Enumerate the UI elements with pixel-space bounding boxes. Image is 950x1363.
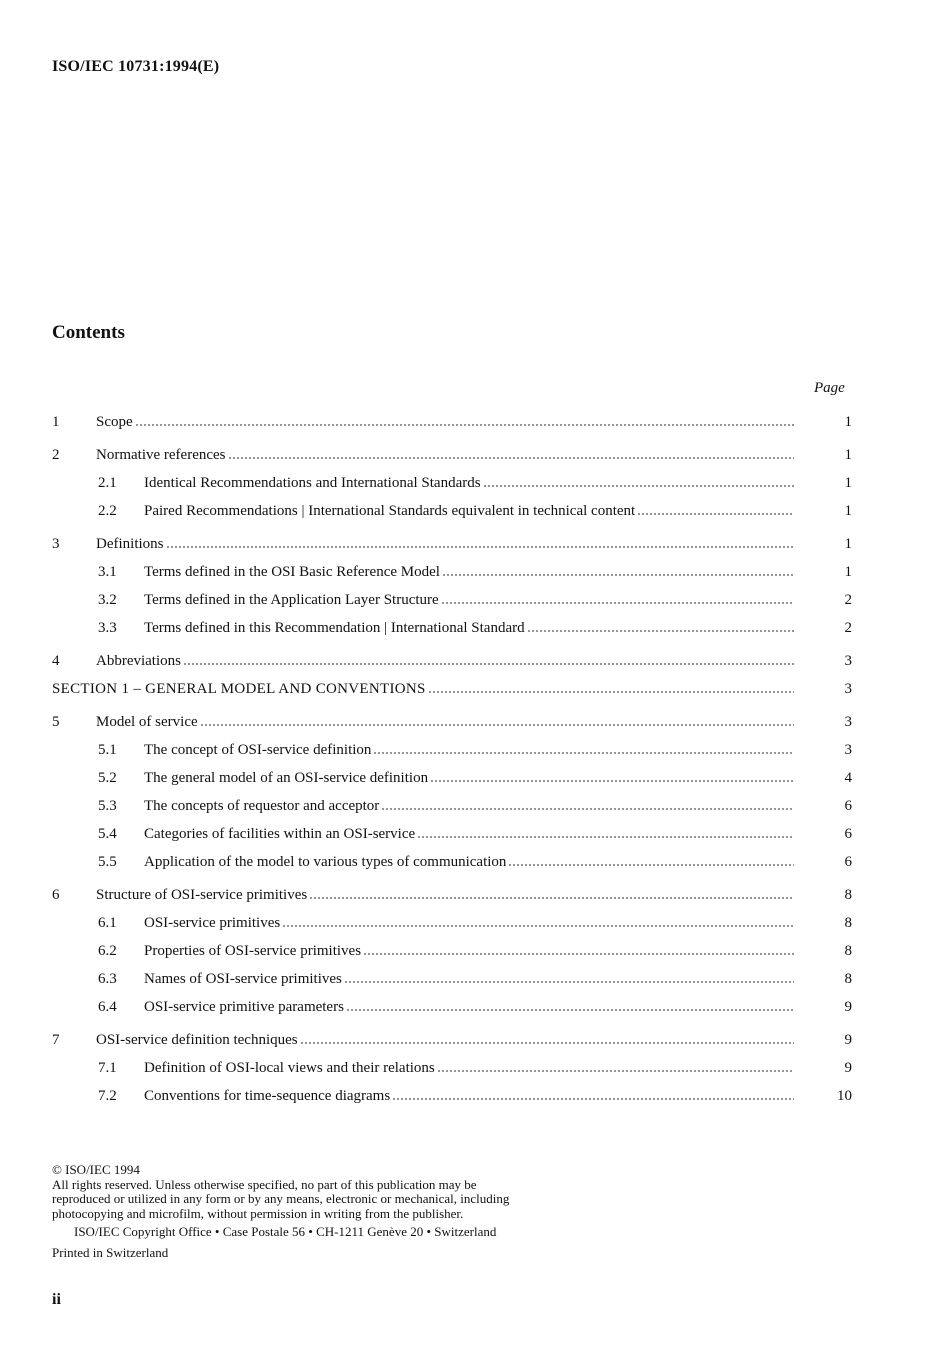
toc-entry-number: 1 — [52, 414, 60, 430]
dot-leader — [437, 1070, 794, 1072]
toc-entry-title — [144, 764, 794, 792]
toc-entry-page: 8 — [844, 971, 852, 987]
toc-entry-title — [96, 408, 794, 436]
toc-section-heading[interactable] — [52, 675, 852, 703]
toc-entry[interactable] — [52, 736, 852, 764]
page-number: ii — [52, 1291, 61, 1308]
page-column-label: Page — [814, 380, 845, 396]
toc-entry-number: 6.1 — [98, 915, 117, 931]
toc-entry-page: 6 — [844, 798, 852, 814]
toc-entry[interactable] — [52, 965, 852, 993]
toc-entry-number: 4 — [52, 653, 60, 669]
toc-entry-page: 4 — [844, 770, 852, 786]
dot-leader — [135, 424, 794, 426]
toc-entry[interactable] — [52, 909, 852, 937]
dot-leader — [483, 485, 794, 487]
toc-entry-title — [96, 647, 794, 675]
printed-in: Printed in Switzerland — [52, 1244, 169, 1260]
toc-entry-title — [96, 441, 794, 469]
toc-entry-title — [144, 1054, 794, 1082]
toc-entry[interactable] — [52, 848, 852, 876]
toc-entry-title — [144, 993, 794, 1021]
toc-entry-number: 7.1 — [98, 1060, 117, 1076]
toc-entry-label: Application of the model to various types of communication — [144, 854, 507, 870]
toc-entry-page: 9 — [844, 999, 852, 1015]
toc-entry-title — [96, 708, 794, 736]
toc-entry[interactable] — [52, 937, 852, 965]
toc-entry-page: 9 — [844, 1060, 852, 1076]
toc-entry-page: 1 — [844, 475, 852, 491]
toc-entry-title — [144, 469, 794, 497]
toc-entry-page: 3 — [844, 714, 852, 730]
toc-entry-number: 2 — [52, 447, 60, 463]
toc-entry-label: OSI-service primitive parameters — [144, 999, 344, 1015]
toc-entry-label: OSI-service primitives — [144, 915, 281, 931]
dot-leader — [392, 1098, 794, 1100]
copyright-line: © ISO/IEC 1994 — [52, 1162, 140, 1177]
toc-entry-title — [144, 965, 794, 993]
toc-entry-label: The general model of an OSI-service definition — [144, 770, 429, 786]
toc-entry-number: 2.1 — [98, 475, 117, 491]
toc-entry-page: 3 — [844, 681, 852, 697]
dot-leader — [417, 836, 794, 838]
toc-entry-page: 8 — [844, 887, 852, 903]
toc-entry[interactable] — [52, 530, 852, 558]
toc-entry-label: Scope — [96, 414, 133, 430]
toc-entry-page: 1 — [844, 447, 852, 463]
toc-entry[interactable] — [52, 647, 852, 675]
toc-entry-number: 5.4 — [98, 826, 117, 842]
toc-entry[interactable] — [52, 708, 852, 736]
dot-leader — [373, 752, 794, 754]
toc-entry[interactable] — [52, 586, 852, 614]
toc-entry[interactable] — [52, 993, 852, 1021]
toc-entry-label: Terms defined in the OSI Basic Reference Model — [144, 564, 440, 580]
toc-entry[interactable] — [52, 1026, 852, 1054]
toc-entry-label: Structure of OSI-service primitives — [96, 887, 308, 903]
dot-leader — [428, 691, 794, 693]
contents-title: Contents — [52, 322, 125, 343]
toc-entry-label: Categories of facilities within an OSI-service — [144, 826, 416, 842]
toc-entry-number: 5 — [52, 714, 60, 730]
dot-leader — [344, 981, 794, 983]
toc-entry-label: Properties of OSI-service primitives — [144, 943, 362, 959]
toc-entry-number: 6 — [52, 887, 60, 903]
dot-leader — [300, 1042, 794, 1044]
toc-entry-page: 2 — [844, 592, 852, 608]
dot-leader — [527, 630, 794, 632]
toc-entry-title — [52, 675, 794, 703]
toc-entry-label: Normative references — [96, 447, 226, 463]
copyright-office-address: ISO/IEC Copyright Office • Case Postale 56 • CH-1211 Genève 20 • Switzerland — [74, 1224, 497, 1239]
toc-entry-number: 3.1 — [98, 564, 117, 580]
toc-entry-title — [144, 586, 794, 614]
toc-entry-page: 6 — [844, 826, 852, 842]
toc-entry-number: 6.3 — [98, 971, 117, 987]
dot-leader — [637, 513, 794, 515]
toc-entry[interactable] — [52, 792, 852, 820]
toc-entry-number: 3.2 — [98, 592, 117, 608]
toc-entry-title — [144, 909, 794, 937]
toc-entry-title — [144, 937, 794, 965]
toc-entry-number: 6.2 — [98, 943, 117, 959]
toc-entry-title — [144, 820, 794, 848]
toc-entry-page: 1 — [844, 414, 852, 430]
toc-entry[interactable] — [52, 558, 852, 586]
toc-entry-label: Model of service — [96, 714, 198, 730]
toc-entry-number: 5.2 — [98, 770, 117, 786]
toc-entry-label: Conventions for time-sequence diagrams — [144, 1088, 391, 1104]
dot-leader — [381, 808, 794, 810]
toc-entry-title — [144, 792, 794, 820]
toc-entry-page: 8 — [844, 915, 852, 931]
toc-entry-label: Identical Recommendations and International Standards — [144, 475, 481, 491]
rights-line-1: All rights reserved. Unless otherwise specified, no part of this publication may be — [52, 1176, 477, 1192]
document-id: ISO/IEC 10731:1994(E) — [52, 58, 220, 75]
toc-entry-label: Names of OSI-service primitives — [144, 971, 342, 987]
toc-entry-title — [96, 530, 794, 558]
toc-entry-label: The concepts of requestor and acceptor — [144, 798, 380, 814]
table-of-contents — [52, 408, 852, 1110]
dot-leader — [200, 724, 794, 726]
dot-leader — [183, 663, 794, 665]
toc-entry-title — [144, 497, 794, 525]
toc-entry-title — [96, 881, 794, 909]
toc-entry[interactable] — [52, 408, 852, 436]
toc-entry-page: 6 — [844, 854, 852, 870]
toc-entry-title — [144, 848, 794, 876]
toc-entry-number: 3.3 — [98, 620, 117, 636]
toc-entry-page: 3 — [844, 742, 852, 758]
copyright-notice — [52, 1163, 612, 1260]
toc-entry-page: 1 — [844, 503, 852, 519]
dot-leader — [363, 953, 794, 955]
toc-entry-label: Paired Recommendations | International Standards equivalent in technical content — [144, 503, 636, 519]
toc-entry-number: 5.1 — [98, 742, 117, 758]
toc-entry-label: The concept of OSI-service definition — [144, 742, 372, 758]
toc-entry-number: 5.3 — [98, 798, 117, 814]
toc-entry[interactable] — [52, 820, 852, 848]
toc-entry-page: 8 — [844, 943, 852, 959]
toc-entry-label: OSI-service definition techniques — [96, 1032, 298, 1048]
toc-entry-number: 7.2 — [98, 1088, 117, 1104]
dot-leader — [282, 925, 794, 927]
toc-entry-page: 10 — [837, 1088, 852, 1104]
toc-entry-page: 1 — [844, 536, 852, 552]
toc-entry-number: 5.5 — [98, 854, 117, 870]
toc-entry[interactable] — [52, 441, 852, 469]
toc-entry-page: 2 — [844, 620, 852, 636]
toc-entry-label: Definition of OSI-local views and their relations — [144, 1060, 435, 1076]
toc-entry-title — [144, 614, 794, 642]
toc-entry[interactable] — [52, 1082, 852, 1110]
toc-entry-number: 6.4 — [98, 999, 117, 1015]
toc-entry[interactable] — [52, 469, 852, 497]
toc-entry-title — [144, 1082, 794, 1110]
rights-line-2: reproduced or utilized in any form or by any means, electronic or mechanical, including — [52, 1191, 510, 1206]
dot-leader — [228, 457, 794, 459]
toc-entry-number: 2.2 — [98, 503, 117, 519]
toc-entry-title — [144, 558, 794, 586]
dot-leader — [508, 864, 794, 866]
toc-entry-label: Definitions — [96, 536, 164, 552]
toc-entry-label: Abbreviations — [96, 653, 181, 669]
toc-entry-label: Terms defined in this Recommendation | International Standard — [144, 620, 525, 636]
toc-entry-number: 3 — [52, 536, 60, 552]
toc-entry[interactable] — [52, 1054, 852, 1082]
dot-leader — [430, 780, 794, 782]
dot-leader — [346, 1009, 794, 1011]
toc-entry-title — [144, 736, 794, 764]
dot-leader — [309, 897, 794, 899]
dot-leader — [441, 602, 794, 604]
toc-entry-title — [96, 1026, 794, 1054]
dot-leader — [442, 574, 794, 576]
toc-entry-page: 3 — [844, 653, 852, 669]
toc-entry[interactable] — [52, 614, 852, 642]
toc-entry-label: Terms defined in the Application Layer Structure — [144, 592, 439, 608]
toc-entry-number: 7 — [52, 1032, 60, 1048]
toc-entry-label: SECTION 1 – GENERAL MODEL AND CONVENTIONS — [52, 681, 426, 697]
rights-line-3: photocopying and microfilm, without permission in writing from the publisher. — [52, 1205, 464, 1221]
toc-entry[interactable] — [52, 881, 852, 909]
toc-entry-page: 1 — [844, 564, 852, 580]
dot-leader — [166, 546, 795, 548]
toc-entry[interactable] — [52, 497, 852, 525]
toc-entry[interactable] — [52, 764, 852, 792]
toc-entry-page: 9 — [844, 1032, 852, 1048]
